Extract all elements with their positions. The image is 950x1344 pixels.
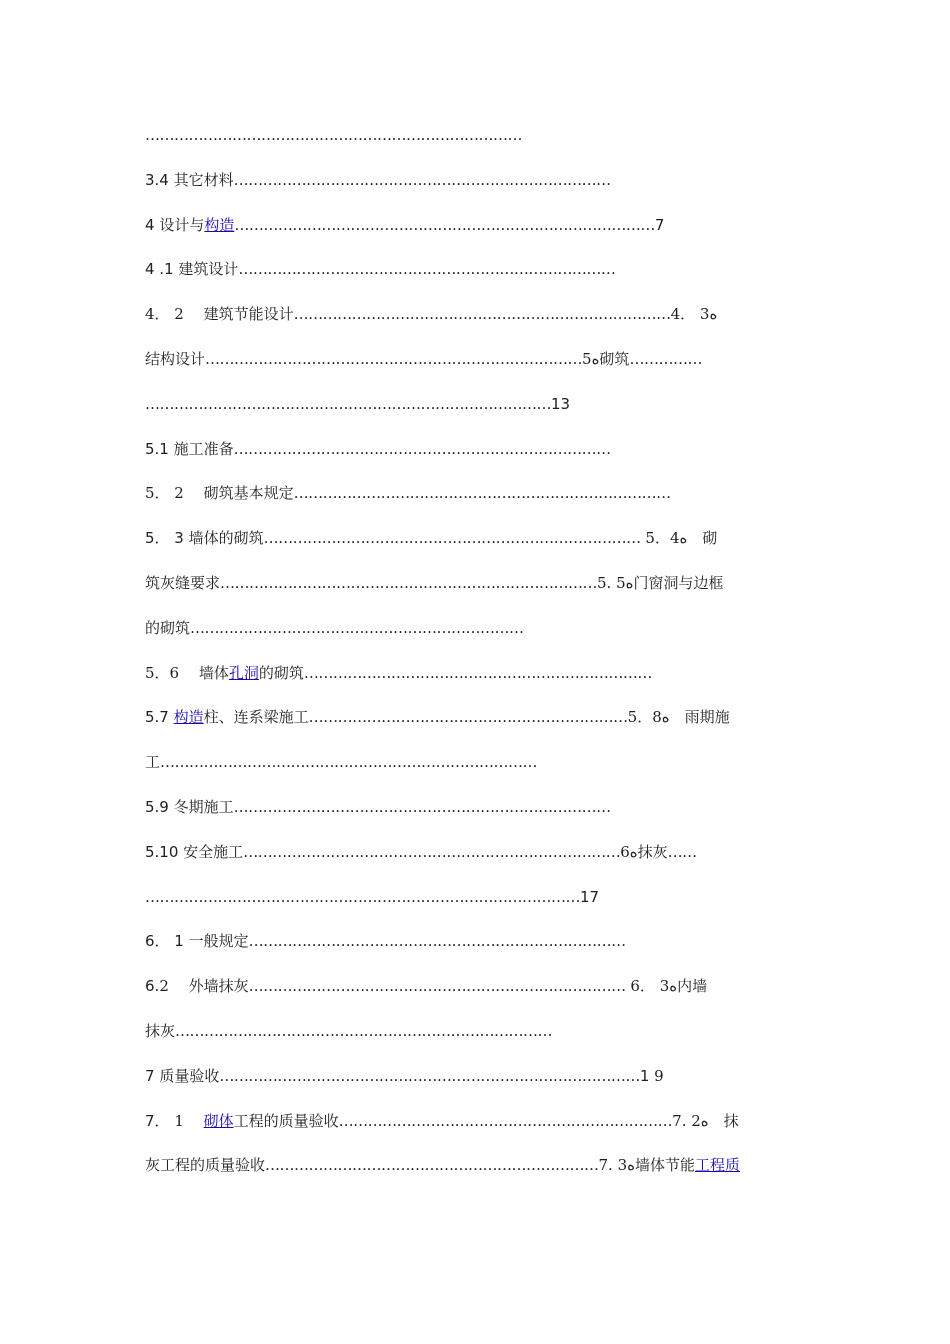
toc-line: [145, 158, 815, 203]
toc-text: 7. 2ه 抹: [672, 1111, 739, 1130]
toc-link[interactable]: 构造: [173, 708, 204, 727]
leader-dots: ……………………………………………………………………: [233, 797, 611, 816]
toc-line: [145, 875, 815, 920]
toc-line: [145, 1143, 815, 1188]
leader-dots: ……………………………………………………………………: [293, 305, 671, 324]
toc-text: 7. 3ه墙体节能: [598, 1156, 696, 1175]
toc-text: 5．8ه 雨期施: [627, 708, 730, 727]
toc-text: 筑灰缝要求: [145, 573, 221, 592]
section-number: 7．: [145, 1111, 175, 1130]
toc-line: [145, 471, 815, 516]
section-number: 4 .1: [145, 260, 179, 279]
leader-dots: ……………………………………………………………………………: [234, 215, 655, 234]
toc-text: 冬期施工: [173, 797, 234, 816]
toc-text: 灰工程的质量验收: [145, 1156, 266, 1175]
toc-text: 一般规定: [188, 932, 249, 951]
toc-line: [145, 292, 815, 337]
toc-text: 2 外墙抹灰: [159, 977, 249, 996]
leader-dots: ……………………………………………………………………………: [219, 1066, 640, 1085]
toc-text: 的砌筑: [258, 663, 304, 682]
toc-text: 5． 2 砌筑基本规定: [145, 484, 294, 503]
toc-text: 6ه抹灰: [620, 842, 668, 861]
toc-text: 施工准备: [173, 439, 234, 458]
toc-text: 5ه砌筑: [582, 349, 630, 368]
section-number: 7: [145, 1066, 160, 1085]
section-number: 4: [145, 215, 160, 234]
toc-line: [145, 1054, 815, 1099]
toc-line: [145, 606, 815, 651]
toc-line: [145, 337, 815, 382]
leader-dots: ……………………………………………………………………: [175, 1021, 553, 1040]
leader-dots: ……………………………………………………………………: [145, 126, 522, 144]
toc-line: [145, 1009, 815, 1054]
toc-text: 设计与: [159, 215, 205, 234]
section-number: 13: [551, 394, 571, 413]
leader-dots: ………………………………………………………………: [303, 663, 652, 682]
toc-text: 1: [174, 1111, 204, 1130]
toc-text: 9: [654, 1066, 664, 1085]
section-number: 5． 3: [145, 529, 189, 548]
toc-text: 4． 2 建筑节能设计: [145, 305, 294, 324]
toc-line: [145, 740, 815, 785]
section-number: 6． 1: [145, 932, 189, 951]
toc-text: 墙体的砌筑: [188, 529, 264, 548]
leader-dots: ……: [667, 842, 697, 861]
toc-line: [145, 203, 815, 248]
section-number: 17: [580, 887, 600, 906]
toc-line: [145, 516, 815, 561]
section-number: 5.1: [145, 439, 174, 458]
toc-text: 的砌筑: [145, 618, 191, 637]
leader-dots: …………………………………………………………………………: [145, 394, 551, 413]
toc-text: 5. 5ه门窗洞与边框: [597, 573, 724, 592]
leader-dots: ……………………………………………………………………: [160, 753, 538, 772]
toc-line: [145, 382, 815, 427]
toc-line: [145, 695, 815, 740]
toc-link[interactable]: 构造: [204, 215, 235, 234]
leader-dots: …………………………………………………………: [308, 708, 628, 727]
leader-dots: ……………………………………………………………………: [243, 842, 621, 861]
toc-text: 柱、连系梁施工: [203, 708, 309, 727]
toc-line: [145, 1099, 815, 1144]
section-number: 5.7: [145, 708, 174, 727]
toc-text: 工: [145, 753, 161, 772]
leader-dots: ……………………………………………………………………: [238, 260, 616, 279]
toc-line: [145, 919, 815, 964]
leader-dots: ……………………………………………………………………: [248, 977, 626, 996]
toc-link[interactable]: 孔洞: [228, 663, 259, 682]
leader-dots: ………………………………………………………………………………: [145, 887, 580, 906]
toc-line: [145, 561, 815, 606]
toc-text: 4． 3ه: [670, 305, 718, 324]
toc-text: 其它材料: [173, 170, 234, 189]
section-number: 5.10: [145, 842, 184, 861]
leader-dots: ……………: [629, 349, 702, 368]
toc-line: [145, 427, 815, 472]
leader-dots: ……………………………………………………………: [265, 1156, 599, 1175]
leader-dots: ……………………………………………………………………: [248, 932, 626, 951]
leader-dots: ……………………………………………………………………: [220, 573, 598, 592]
toc-text: 抹灰: [145, 1021, 176, 1040]
toc-line: [145, 830, 815, 875]
leader-dots: ……………………………………………………………: [190, 618, 524, 637]
toc-text: 质量验收: [159, 1066, 220, 1085]
toc-text: 5．6 墙体: [145, 663, 229, 682]
leader-dots: ……………………………………………………………………: [233, 170, 611, 189]
toc-line: [145, 651, 815, 696]
leader-dots: ……………………………………………………………: [338, 1111, 673, 1130]
leader-dots: ……………………………………………………………………: [293, 484, 671, 503]
toc-line: [145, 785, 815, 830]
toc-text: 安全施工: [183, 842, 244, 861]
section-number: 1: [639, 1066, 655, 1085]
toc-line: [145, 247, 815, 292]
leader-dots: ……………………………………………………………………: [233, 439, 611, 458]
leader-dots: ……………………………………………………………………: [263, 529, 641, 548]
toc-link[interactable]: 砌体: [203, 1111, 234, 1130]
section-number: 7: [654, 215, 665, 234]
toc-text: 结构设计: [145, 349, 206, 368]
toc-text: 建筑设计: [178, 260, 239, 279]
toc-link[interactable]: 工程质: [695, 1156, 741, 1175]
toc-text: 工程的质量验收: [233, 1111, 339, 1130]
toc-line: [145, 113, 815, 158]
leader-dots: ……………………………………………………………………: [205, 349, 583, 368]
section-number: 5.9: [145, 797, 174, 816]
section-number: 6.: [145, 977, 160, 996]
section-number: 3.4: [145, 170, 174, 189]
toc-text: 6． 3ه内墙: [625, 977, 708, 996]
toc-text: 5．4ه 砌: [640, 529, 718, 548]
toc-line: [145, 964, 815, 1009]
table-of-contents: [145, 113, 815, 1188]
